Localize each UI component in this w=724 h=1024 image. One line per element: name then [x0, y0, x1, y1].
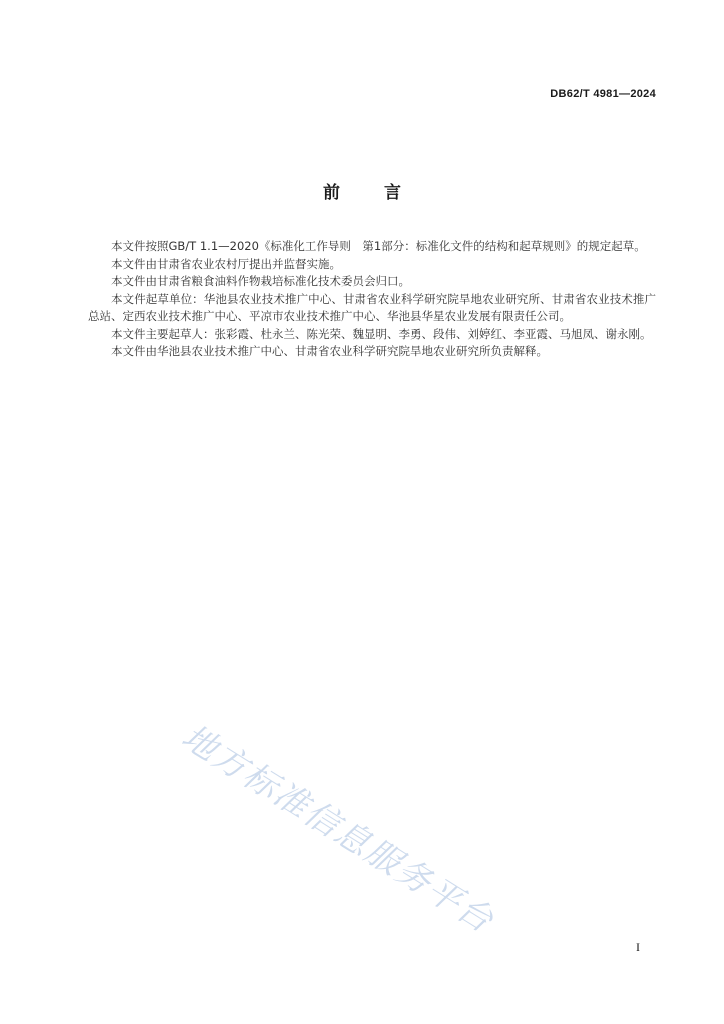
watermark: 地方标准信息服务平台 — [174, 716, 502, 942]
foreword-body — [88, 238, 656, 361]
paragraph-interpretation: 本文件由华池县农业技术推广中心、甘肃省农业科学研究院旱地农业研究所负责解释。 — [111, 344, 548, 358]
page-number: I — [636, 940, 640, 954]
paragraph-drafting-units: 本文件起草单位：华池县农业技术推广中心、甘肃省农业科学研究院旱地农业研究所、甘肃省农业技术推广总站、定西农业技术推广中心、平凉市农业技术推广中心、华池县华星农业发展有限责任公司。 — [88, 291, 656, 323]
paragraph-proposer: 本文件由甘肃省农业农村厅提出并监督实施。 — [111, 256, 341, 271]
section-title: 前言 — [323, 183, 445, 203]
paragraph-administrator: 本文件由甘肃省粮食油料作物栽培标准化技术委员会归口。 — [111, 274, 410, 288]
paragraph-drafters: 本文件主要起草人：张彩霞、杜永兰、陈光荣、魏显明、李勇、段伟、刘婷红、李亚霞、马旭凤、谢永刚。 — [111, 326, 652, 341]
paragraph-drafting-basis: 本文件按照GB/T 1.1—2020《标准化工作导则 第1部分：标准化文件的结构和起草规则》的规定起草。 — [111, 239, 646, 253]
document-code: DB62/T 4981—2024 — [550, 88, 656, 100]
